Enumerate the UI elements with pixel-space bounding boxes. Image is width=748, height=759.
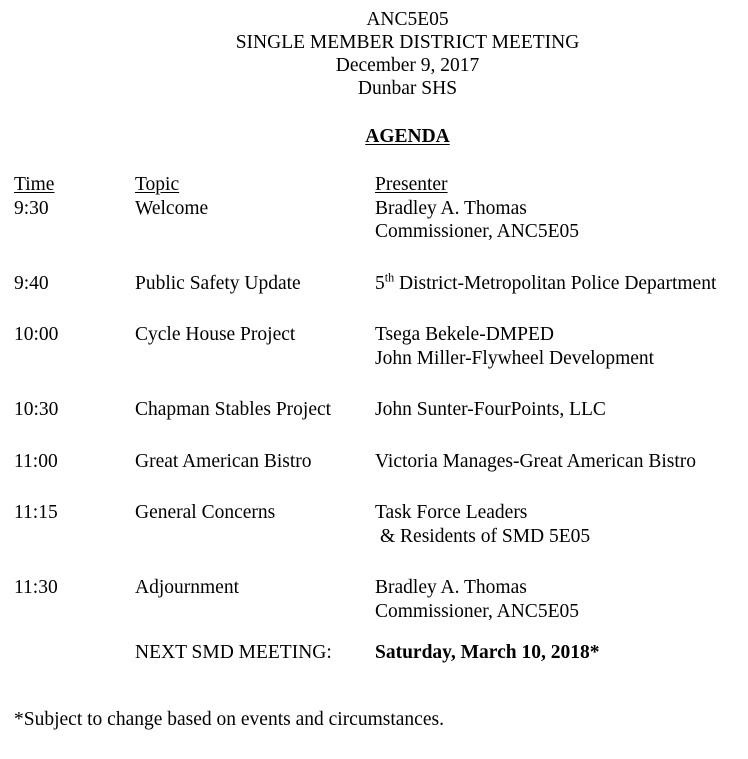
presenter-line: Bradley A. Thomas [375,577,527,598]
row-presenter [375,576,748,623]
row-topic: Great American Bistro [135,450,312,472]
table-row [0,398,748,422]
row-spacer [0,422,748,450]
row-topic: Public Safety Update [135,272,301,294]
row-topic: General Concerns [135,502,276,523]
header-line-meeting-type: SINGLE MEMBER DISTRICT MEETING [235,32,580,53]
agenda-title: AGENDA [365,126,450,147]
column-header-time: Time [14,174,55,195]
footnote: *Subject to change based on events and circumstances. [14,709,444,730]
header-line-date: December 9, 2017 [335,55,480,76]
row-presenter [375,323,748,370]
row-topic: Cycle House Project [135,324,296,345]
presenter-ordinal-suffix: th [384,270,395,284]
row-presenter [375,197,748,244]
column-header-topic: Topic [135,174,180,195]
table-row [0,576,748,623]
row-spacer [0,473,748,501]
row-spacer [0,548,748,576]
row-spacer [0,295,748,323]
presenter-line: Bradley A. Thomas [375,197,527,219]
presenter-line: Task Force Leaders [375,502,528,523]
row-presenter [375,272,748,296]
row-presenter [375,501,748,548]
presenter-line: Commissioner, ANC5E05 [375,600,579,622]
table-row [0,197,748,244]
row-topic: Welcome [135,197,209,219]
presenter-line: John Miller-Flywheel Development [375,347,655,369]
table-row [0,272,748,296]
row-time: 11:00 [14,450,58,472]
table-header-row [0,173,748,197]
presenter-suffix: District-Metropolitan Police Department [394,272,717,294]
row-topic: Adjournment [135,577,239,598]
presenter-prefix: 5 [375,272,385,294]
next-meeting-date: Saturday, March 10, 2018* [375,642,600,663]
row-time: 10:00 [14,324,59,345]
row-time: 11:30 [14,577,58,598]
column-header-presenter: Presenter [375,174,448,195]
table-row [0,450,748,474]
row-time: 11:15 [14,502,58,523]
table-row [0,501,748,548]
row-time: 9:30 [14,197,49,219]
row-time: 10:30 [14,399,59,420]
header-line-location: Dunbar SHS [357,78,458,99]
presenter-line: Tsega Bekele-DMPED [375,324,554,345]
presenter-line: Victoria Manages-Great American Bistro [375,450,697,472]
row-spacer [0,244,748,272]
row-topic: Chapman Stables Project [135,399,332,420]
next-meeting-label: NEXT SMD MEETING: [135,642,332,663]
row-spacer [0,370,748,398]
row-presenter [375,450,748,474]
document-header [0,8,748,100]
presenter-line: Commissioner, ANC5E05 [375,221,579,242]
header-line-organization: ANC5E05 [366,9,449,30]
table-row [0,323,748,370]
agenda-table [0,173,748,623]
presenter-line: & Residents of SMD 5E05 [380,525,591,547]
row-time: 9:40 [14,272,49,294]
presenter-line: John Sunter-FourPoints, LLC [375,399,606,420]
row-presenter [375,398,748,422]
